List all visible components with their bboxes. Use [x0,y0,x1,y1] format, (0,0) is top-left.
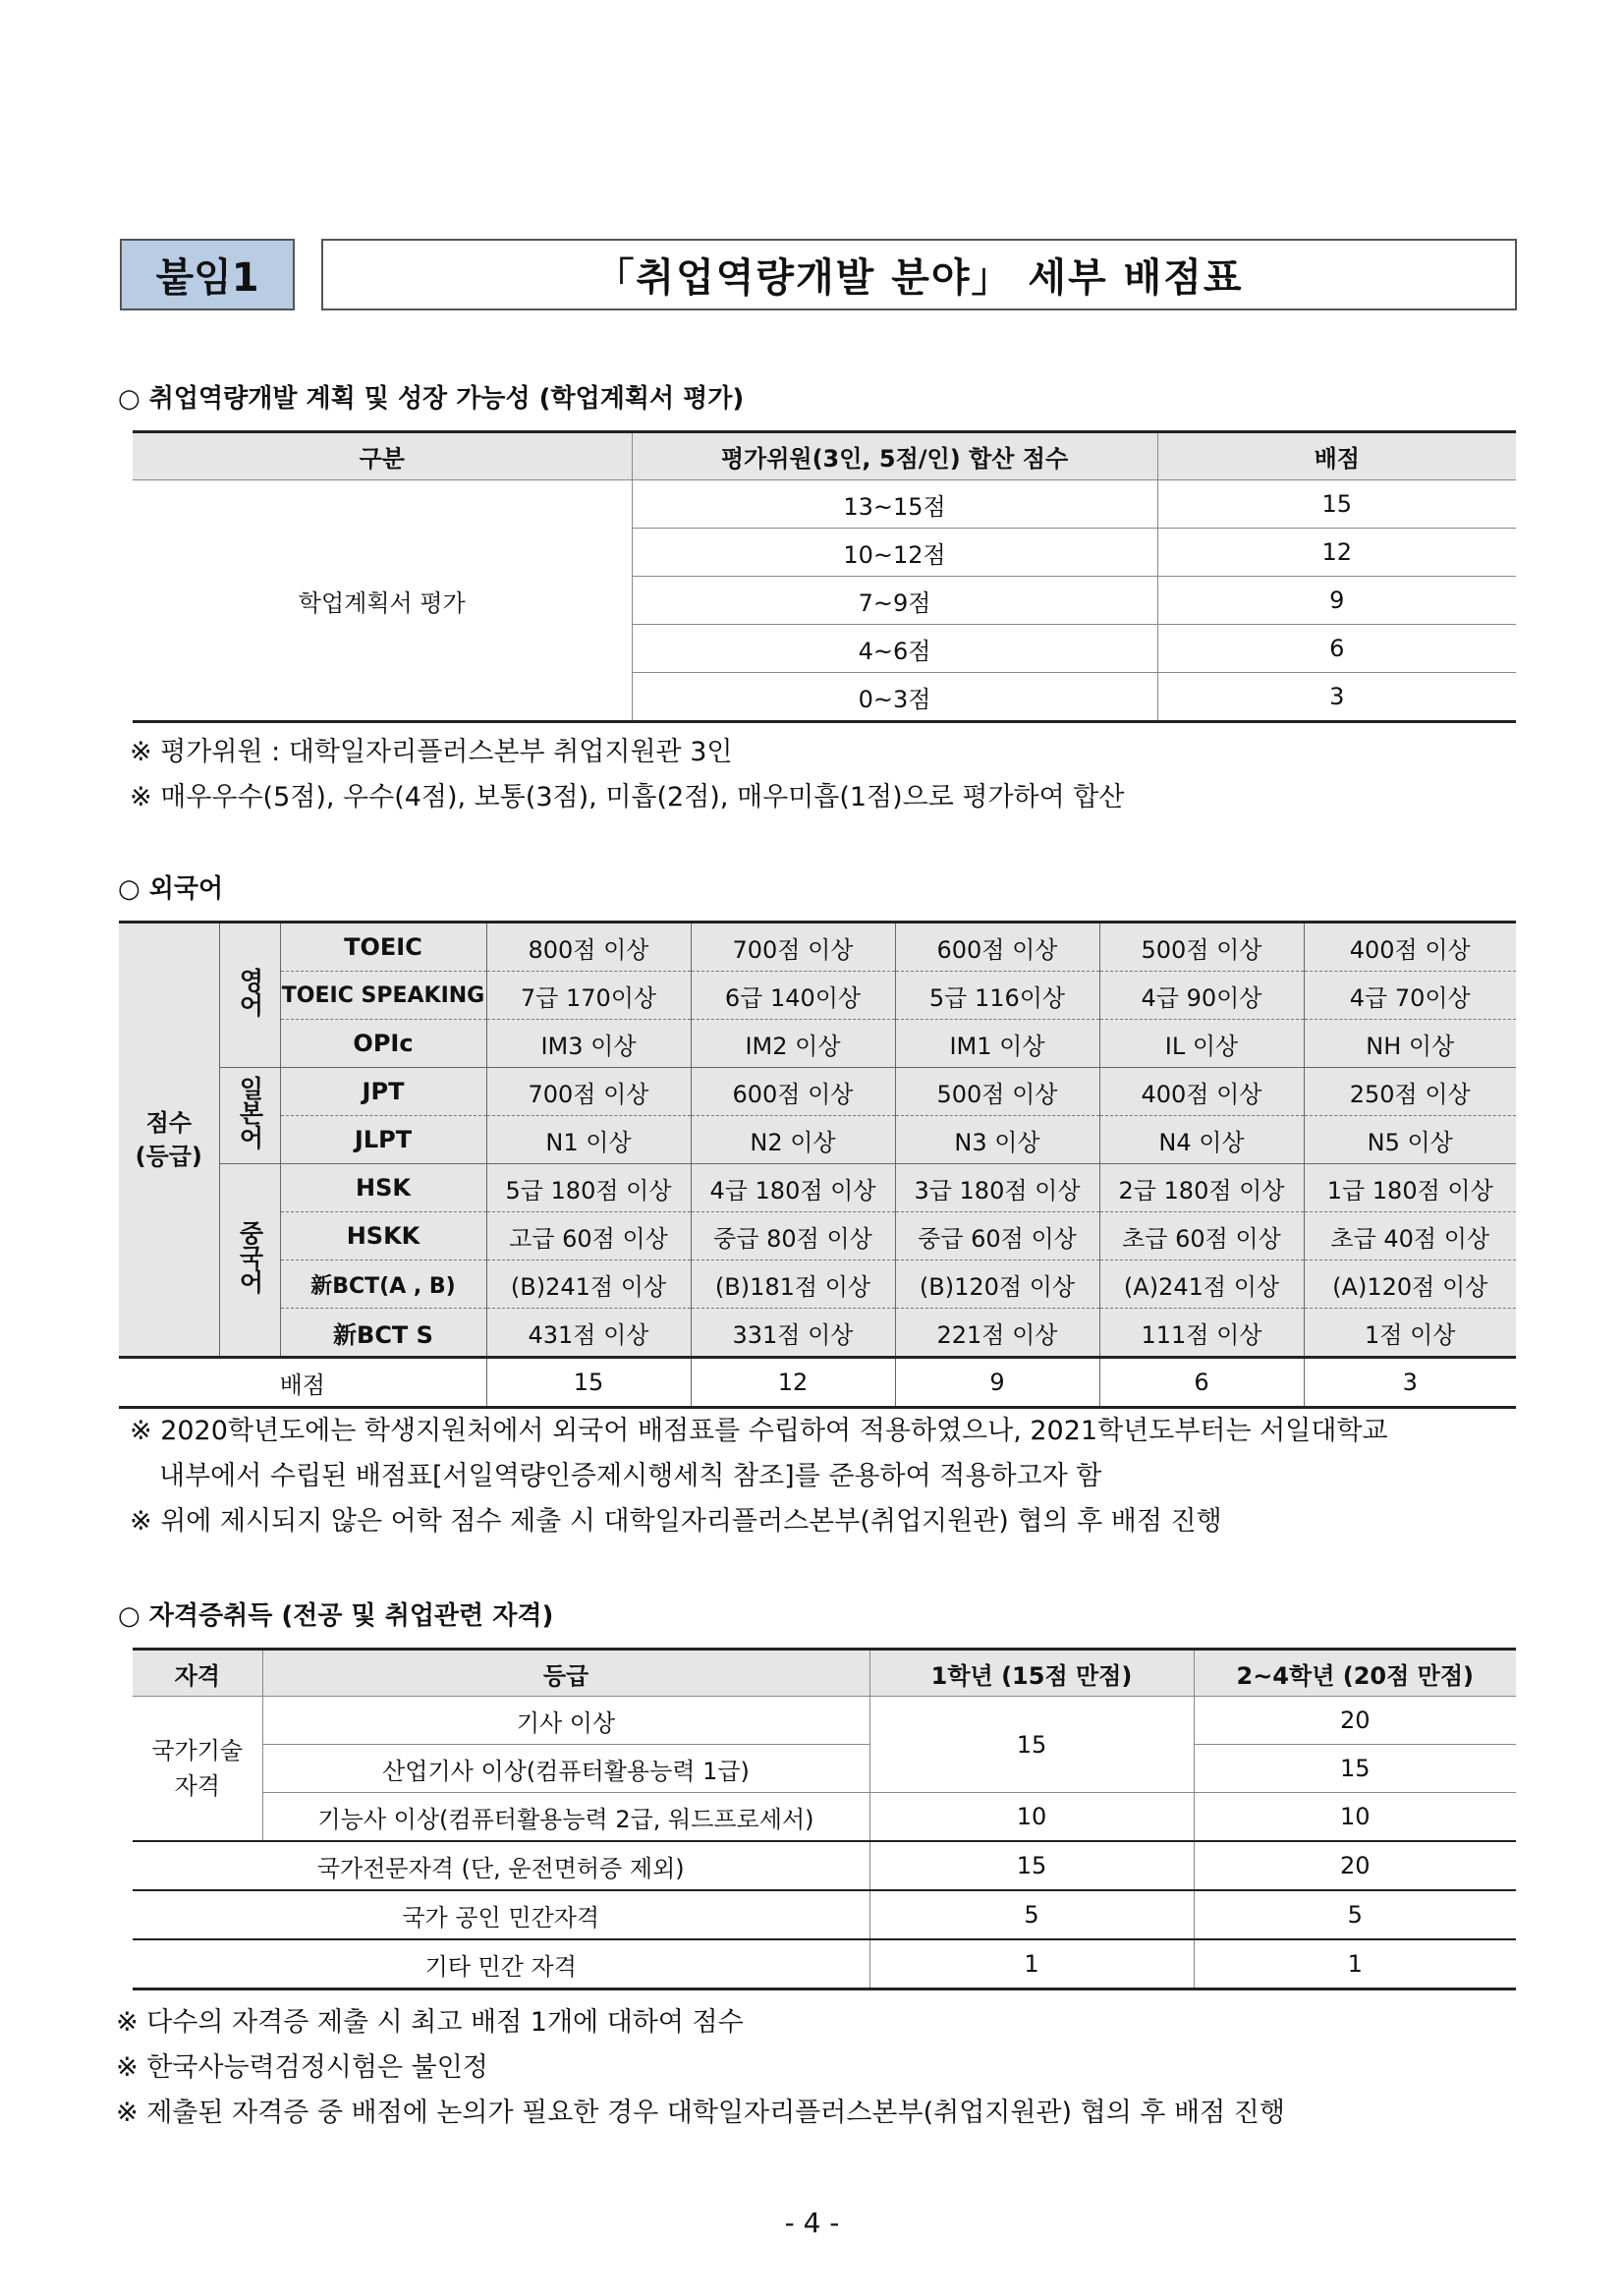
score-threshold: 500점 이상 [895,1068,1099,1116]
score-threshold: N3 이상 [895,1116,1099,1164]
score-range: 0~3점 [632,673,1157,722]
document-title: 「취업역량개발 분야」 세부 배점표 [321,239,1517,310]
y24-points: 20 [1194,1841,1516,1890]
column-header: 구분 [133,432,632,480]
score-threshold: 7급 170이상 [486,972,691,1020]
attachment-label: 붙임1 [120,239,295,310]
score-threshold: 3급 180점 이상 [895,1164,1099,1212]
score-range: 13~15점 [632,480,1157,529]
score-label-line: 점수 [145,1109,192,1137]
score-threshold: 700점 이상 [486,1068,691,1116]
test-name: OPIc [280,1020,486,1068]
column-header: 배점 [1157,432,1516,480]
y1-points: 15 [869,1697,1194,1793]
score-threshold: 250점 이상 [1304,1068,1516,1116]
points: 12 [1157,529,1516,577]
section3-heading: ○ 자격증취득 (전공 및 취업관련 자격) [118,1601,554,1631]
score-threshold: 4급 70이상 [1304,972,1516,1020]
y24-points: 10 [1194,1793,1516,1842]
score-threshold: (A)241점 이상 [1099,1260,1304,1309]
score-threshold: 221점 이상 [895,1309,1099,1358]
section1-heading: ○ 취업역량개발 계획 및 성장 가능성 (학업계획서 평가) [118,384,745,414]
grade-cell: 기능사 이상(컴퓨터활용능력 2급, 워드프로세서) [262,1793,869,1842]
points: 6 [1157,625,1516,673]
test-name: HSKK [280,1212,486,1260]
y24-points: 5 [1194,1890,1516,1939]
grade-cell: 기타 민간 자격 [133,1939,869,1989]
note: ※ 2020학년도에는 학생지원처에서 외국어 배점표를 수립하여 적용하였으나, 2021학년도부터는 서일대학교 [130,1416,1388,1446]
test-name: JLPT [280,1116,486,1164]
points: 15 [486,1358,691,1408]
score-threshold: (A)120점 이상 [1304,1260,1516,1309]
score-threshold: N4 이상 [1099,1116,1304,1164]
column-header: 1학년 (15점 만점) [869,1650,1194,1697]
points: 12 [691,1358,895,1408]
score-threshold: 초급 40점 이상 [1304,1212,1516,1260]
score-threshold: 고급 60점 이상 [486,1212,691,1260]
language-name: 중국어 [236,1220,264,1294]
y24-points: 1 [1194,1939,1516,1989]
test-name: TOEIC [280,923,486,972]
score-threshold: 331점 이상 [691,1309,895,1358]
language-name: 일본어 [236,1076,264,1149]
grade-cell: 기사 이상 [262,1697,869,1745]
grade-cell: 산업기사 이상(컴퓨터활용능력 1급) [262,1745,869,1793]
score-threshold: 431점 이상 [486,1309,691,1358]
score-threshold: 400점 이상 [1304,923,1516,972]
score-threshold: 5급 116이상 [895,972,1099,1020]
grade-cell: 국가 공인 민간자격 [133,1890,869,1939]
score-threshold: 800점 이상 [486,923,691,972]
score-threshold: 1급 180점 이상 [1304,1164,1516,1212]
national-tech-line: 자격 [174,1772,220,1800]
y24-points: 20 [1194,1697,1516,1745]
score-threshold: N5 이상 [1304,1116,1516,1164]
score-threshold: NH 이상 [1304,1020,1516,1068]
score-threshold: 700점 이상 [691,923,895,972]
score-threshold: IM3 이상 [486,1020,691,1068]
score-range: 4~6점 [632,625,1157,673]
column-header: 자격 [133,1650,262,1697]
y1-points: 15 [869,1841,1194,1890]
y1-points: 1 [869,1939,1194,1989]
national-tech-line: 국가기술 [151,1737,244,1764]
score-threshold: 400점 이상 [1099,1068,1304,1116]
score-threshold: (B)241점 이상 [486,1260,691,1309]
y1-points: 5 [869,1890,1194,1939]
score-threshold: N2 이상 [691,1116,895,1164]
section2-heading: ○ 외국어 [118,874,224,904]
language-group-cell [219,1068,280,1164]
score-threshold: (B)120점 이상 [895,1260,1099,1309]
category-cell: 학업계획서 평가 [298,588,466,617]
score-threshold: IM2 이상 [691,1020,895,1068]
test-name: TOEIC SPEAKING [280,972,486,1020]
y24-points: 15 [1194,1745,1516,1793]
score-threshold: 4급 180점 이상 [691,1164,895,1212]
language-group-cell [219,923,280,1068]
score-threshold: N1 이상 [486,1116,691,1164]
points: 3 [1157,673,1516,722]
column-header: 등급 [262,1650,869,1697]
points-label: 배점 [119,1358,486,1408]
y1-points: 10 [869,1793,1194,1842]
score-label-line: (등급) [135,1143,202,1170]
note: ※ 평가위원 : 대학일자리플러스본부 취업지원관 3인 [130,737,733,767]
score-threshold: 600점 이상 [895,923,1099,972]
score-threshold: 500점 이상 [1099,923,1304,972]
score-threshold: 중급 60점 이상 [895,1212,1099,1260]
column-header: 2~4학년 (20점 만점) [1194,1650,1516,1697]
certificate-table [133,1648,1516,1990]
note: 내부에서 수립된 배점표[서일역량인증제시행세칙 참조]를 준용하여 적용하고자 함 [159,1461,1102,1491]
score-threshold: 2급 180점 이상 [1099,1164,1304,1212]
points: 6 [1099,1358,1304,1408]
score-threshold: 4급 90이상 [1099,972,1304,1020]
test-name: 新BCT S [280,1309,486,1358]
score-threshold: IL 이상 [1099,1020,1304,1068]
score-grade-cell [119,923,219,1358]
study-plan-table [133,430,1516,723]
points: 9 [895,1358,1099,1408]
score-threshold: IM1 이상 [895,1020,1099,1068]
points: 9 [1157,577,1516,625]
note: ※ 한국사능력검정시험은 불인정 [116,2052,488,2083]
test-name: JPT [280,1068,486,1116]
note: ※ 제출된 자격증 중 배점에 논의가 필요한 경우 대학일자리플러스본부(취업지원관) 협의 후 배점 진행 [116,2098,1285,2128]
score-threshold: (B)181점 이상 [691,1260,895,1309]
page-number: - 4 - [784,2207,840,2239]
points: 3 [1304,1358,1516,1408]
score-threshold: 111점 이상 [1099,1309,1304,1358]
grade-cell: 국가전문자격 (단, 운전면허증 제외) [133,1841,869,1890]
score-threshold: 중급 80점 이상 [691,1212,895,1260]
score-threshold: 6급 140이상 [691,972,895,1020]
points: 15 [1157,480,1516,529]
language-name: 영어 [236,968,264,1017]
test-name: 新BCT(A , B) [280,1260,486,1309]
note: ※ 매우우수(5점), 우수(4점), 보통(3점), 미흡(2점), 매우미흡(1점)으로 평가하여 합산 [130,782,1125,812]
foreign-language-table [119,921,1516,1409]
score-range: 10~12점 [632,529,1157,577]
national-tech-cell [133,1697,262,1842]
note: ※ 다수의 자격증 제출 시 최고 배점 1개에 대하여 점수 [116,2007,744,2038]
score-threshold: 1점 이상 [1304,1309,1516,1358]
score-threshold: 초급 60점 이상 [1099,1212,1304,1260]
note: ※ 위에 제시되지 않은 어학 점수 제출 시 대학일자리플러스본부(취업지원관) 협의 후 배점 진행 [130,1506,1222,1537]
score-threshold: 5급 180점 이상 [486,1164,691,1212]
test-name: HSK [280,1164,486,1212]
language-group-cell [219,1164,280,1358]
score-range: 7~9점 [632,577,1157,625]
score-threshold: 600점 이상 [691,1068,895,1116]
column-header: 평가위원(3인, 5점/인) 합산 점수 [632,432,1157,480]
